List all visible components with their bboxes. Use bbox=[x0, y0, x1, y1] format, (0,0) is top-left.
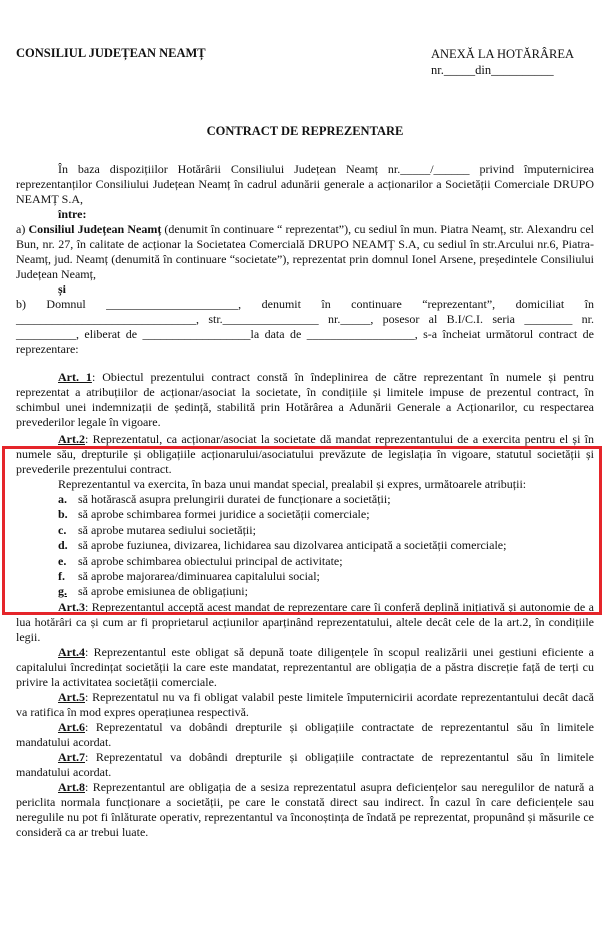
article-4 bbox=[16, 645, 594, 690]
article-7-text: : Reprezentatul va dobândi drepturile și obligațiile contractate de reprezentantul său în limitele mandatului acordat. bbox=[16, 749, 594, 779]
list-item: f. să aprobe majorarea/diminuarea capitalului social; bbox=[58, 569, 320, 584]
article-8-label: Art.8 bbox=[58, 779, 85, 794]
party-a-paragraph bbox=[16, 222, 594, 282]
si-label: și bbox=[58, 282, 67, 296]
article-7 bbox=[16, 750, 594, 780]
article-2-text: : Reprezentatul, ca acționar/asociat la societate dă mandat reprezentantului de a exercita pentru el și în numele său, drepturile și obligațiile acționarului/asociatului prevăzute de legislația în vigoare, statutul societății și prevederile prezentului contract. bbox=[16, 432, 594, 476]
annex-title: ANEXĂ LA HOTĂRÂREA bbox=[431, 47, 575, 61]
annex-number-line: nr._____din__________ bbox=[431, 63, 554, 77]
article-2-sub: Reprezentantul va exercita, în baza unui mandat special, prealabil și expres, următoarele atribuții: bbox=[58, 477, 527, 491]
article-6-label: Art.6 bbox=[58, 719, 85, 734]
article-7-label: Art.7 bbox=[58, 749, 85, 764]
article-8-text: : Reprezentantul are obligația de a sesiza reprezentatul asupra deficiențelor sau neregulilor de natură a periclita normala funcționare a societății, pe care le constată direct sau indirect. În cazul în care deficiențele sau neregulile nu pot fi înlăturate operativ, reprezentantul va înconoștința de îndată pe reprezentat, propunând și măsurile ce consideră ca ar trebui luate. bbox=[16, 779, 594, 839]
article-8 bbox=[16, 780, 594, 840]
article-6-text: : Reprezentatul va dobândi drepturile și obligațiile contractate de reprezentantul său în limitele mandatului acordat. bbox=[16, 719, 594, 749]
party-b-paragraph: b) Domnul ______________________, denumit în continuare “reprezentant”, domiciliat în ______________________________, str.________________ nr._____, posesor al B.I/C.I. seria ________ nr. __________, eliberat de __________________la data de __________________, s-a încheiat următorul contract de reprezentare: bbox=[16, 297, 594, 356]
article-5-text: : Reprezentatul nu va fi obligat valabil peste limitele împuternicirii acordate reprezentantului decât dacă va ratifica în mod expres operațiunea respectivă. bbox=[16, 689, 594, 719]
list-item: c. să aprobe mutarea sediului societății; bbox=[58, 522, 256, 537]
article-4-label: Art.4 bbox=[58, 644, 85, 659]
article-3-text: : Reprezentantul acceptă acest mandat de reprezentare care îi conferă deplină inițiativă și autonomie de a lua hotărâri ca și cum ar fi proprietarul acțiunilor aparținând reprezentatului, altele decât cele de la art.2, în condițiile legii. bbox=[16, 599, 594, 644]
party-a-text: (denumit în continuare “ reprezentat”), cu sediul în mun. Piatra Neamț, str. Alexandru cel Bun, nr. 27, în calitate de acționar la Societatea Comercială DRUPO NEAMȚ S.A, cu sediul în str.Arcului nr.6, Piatra-Neamț, jud. Neamț (denumită în continuare “societate”), reprezentat prin domnul Ionel Arsene, președintele Consiliului Județean Neamț, bbox=[16, 222, 594, 281]
intro-paragraph: În baza dispozițiilor Hotărârii Consiliului Județean Neamț nr._____/______ privind împuternicirea reprezentanților Consiliului Județean Neamț în cadrul adunării generale a acționarilor a Societății Comerciale DRUPO NEAMȚ S.A, bbox=[16, 162, 594, 206]
article-6 bbox=[16, 720, 594, 750]
article-1-label: Art. 1 bbox=[58, 370, 92, 384]
list-item: g. să aprobe emisiunea de obligațiuni; bbox=[58, 584, 248, 599]
article-2-label: Art.2 bbox=[58, 432, 85, 446]
issuer-name: CONSILIUL JUDEȚEAN NEAMȚ bbox=[16, 46, 206, 60]
selection-highlight-box bbox=[2, 446, 602, 615]
list-item: b. să aprobe schimbarea formei juridice a societății comerciale; bbox=[58, 507, 370, 522]
party-a-name: Consiliul Județean Neamț bbox=[28, 222, 162, 236]
article-5 bbox=[16, 690, 594, 720]
list-item: a. să hotărască asupra prelungirii duratei de funcționare a societății; bbox=[58, 492, 391, 506]
article-5-label: Art.5 bbox=[58, 689, 85, 704]
article-1 bbox=[16, 370, 594, 430]
article-4-text: : Reprezentantul este obligat să depună toate diligențele în scopul realizării unei gestiuni eficiente a capitalului încredințat societății la care este mandatat, reprezentantul are obligația de a păstra discreție față de terți cu privire la activitatea societății comerciale. bbox=[16, 644, 594, 689]
annex-reference bbox=[431, 46, 574, 78]
article-3-label: Art.3 bbox=[58, 599, 85, 614]
list-item: e. să aprobe schimbarea obiectului principal de activitate; bbox=[58, 553, 343, 568]
article-1-text: : Obiectul prezentului contract constă în îndeplinirea de către reprezentant în numele și pentru reprezentat a atribuțiilor de acționar/asociat la societate, în condițiile și limitele impuse de prezentul contract, în schimbul unei indemnizații de ședință, stabilită prin Hotărârea a Adunării Generale a Acționarilor, cu respectarea prevederilor legale în vigoare. bbox=[16, 370, 594, 429]
party-a-label: a) bbox=[16, 222, 29, 236]
intre-label: între: bbox=[58, 207, 87, 221]
list-item: d. să aprobe fuziunea, divizarea, lichidarea sau dizolvarea anticipată a societății comerciale; bbox=[58, 538, 507, 553]
page-title: CONTRACT DE REPREZENTARE bbox=[206, 124, 404, 138]
